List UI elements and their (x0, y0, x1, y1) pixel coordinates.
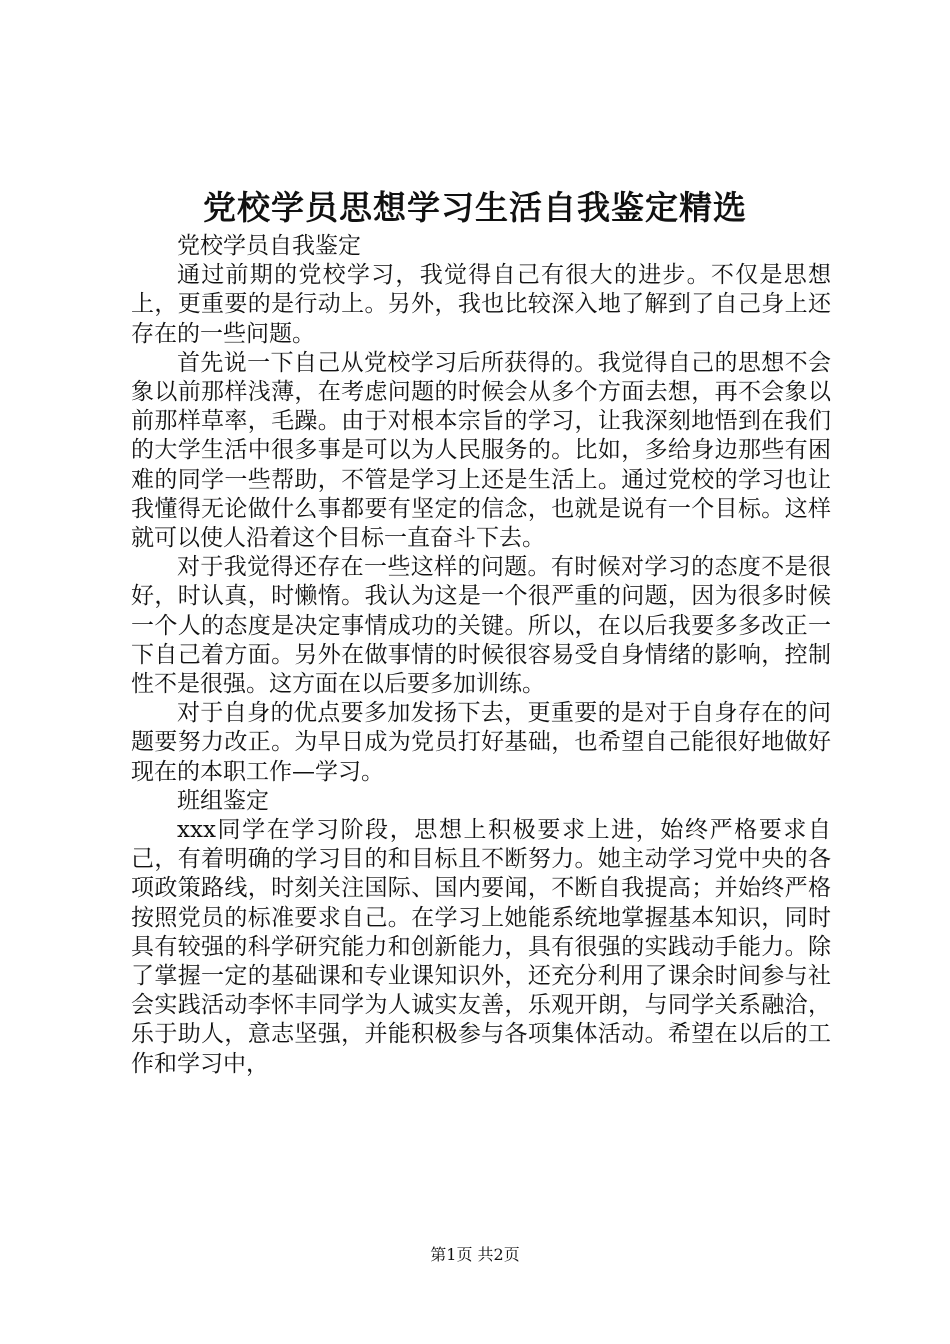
section-heading-self-assessment: 党校学员自我鉴定 (177, 233, 361, 259)
paragraph-strengths: 对于自身的优点要多加发扬下去，更重要的是对于自身存在的问题要努力改正。为早日成为党员打好基础，也希望自己能很好地做好现在的本职工作—学习。 (131, 700, 831, 785)
paragraph-gains: 首先说一下自己从党校学习后所获得的。我觉得自己的思想不会象以前那样浅薄，在考虑问题的时候会从多个方面去想，再不会象以前那样草率，毛躁。由于对根本宗旨的学习，让我深刻地悟到在我们的大学生活中很多事是可以为人民服务的。比如，多给身边那些有困难的同学一些帮助，不管是学习上还是生活上。通过党校的学习也让我懂得无论做什么事都要有坚定的信念，也就是说有一个目标。这样就可以使人沿着这个目标一直奋斗下去。 (131, 349, 831, 552)
paragraph-group-assessment: xxx同学在学习阶段，思想上积极要求上进，始终严格要求自己，有着明确的学习目的和目标且不断努力。她主动学习党中央的各项政策路线，时刻关注国际、国内要闻，不断自我提高；并始终严格按照党员的标准要求自己。在学习上她能系统地掌握基本知识，同时具有较强的科学研究能力和创新能力，具有很强的实践动手能力。除了掌握一定的基础课和专业课知识外，还充分利用了课余时间参与社会实践活动李怀丰同学为人诚实友善，乐观开朗，与同学关系融洽，乐于助人，意志坚强，并能积极参与各项集体活动。希望在以后的工作和学习中， (131, 817, 831, 1077)
section-heading-group-assessment: 班组鉴定 (177, 787, 269, 814)
document-body (131, 232, 831, 1079)
paragraph-intro: 通过前期的党校学习，我觉得自己有很大的进步。不仅是思想上，更重要的是行动上。另外，我也比较深入地了解到了自己身上还存在的一些问题。 (131, 262, 831, 347)
document-title: 党校学员思想学习生活自我鉴定精选 (203, 188, 747, 227)
paragraph-problems: 对于我觉得还存在一些这样的问题。有时候对学习的态度不是很好，时认真，时懒惰。我认为这是一个很严重的问题，因为很多时候一个人的态度是决定事情成功的关键。所以，在以后我要多多改正一下自己着方面。另外在做事情的时候很容易受自身情绪的影响，控制性不是很强。这方面在以后要多加训练。 (131, 554, 831, 698)
page-number: 第1页 共2页 (430, 1245, 520, 1264)
